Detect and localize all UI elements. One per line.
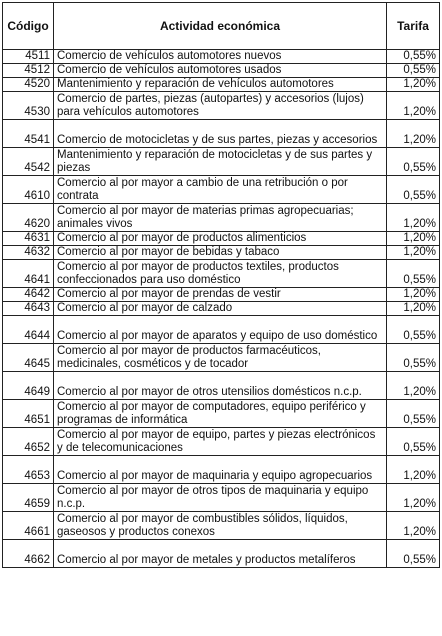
- row-activity: Comercio al por mayor de maquinaria y equipo agropecuarios: [54, 456, 387, 484]
- row-activity: Comercio al por mayor a cambio de una retribución o por contrata: [54, 176, 387, 204]
- table-row: [3, 344, 440, 372]
- row-activity: Comercio al por mayor de otros tipos de maquinaria y equipo n.c.p.: [54, 484, 387, 512]
- row-rate: 1,20%: [387, 232, 440, 246]
- row-activity: Comercio al por mayor de prendas de vestir: [54, 288, 387, 302]
- row-activity: Comercio al por mayor de computadores, equipo periférico y programas de informática: [54, 400, 387, 428]
- table-header-row: [3, 3, 440, 50]
- row-rate: 1,20%: [387, 456, 440, 484]
- row-rate: 0,55%: [387, 540, 440, 568]
- table-row: [3, 372, 440, 400]
- header-rate: Tarifa: [387, 3, 440, 50]
- row-activity: Comercio de motocicletas y de sus partes, piezas y accesorios: [54, 120, 387, 148]
- row-rate: 0,55%: [387, 176, 440, 204]
- table-row: [3, 316, 440, 344]
- row-rate: 0,55%: [387, 400, 440, 428]
- table-row: [3, 288, 440, 302]
- row-rate: 1,20%: [387, 372, 440, 400]
- row-code: 4645: [3, 344, 54, 372]
- table-row: [3, 540, 440, 568]
- row-rate: 0,55%: [387, 148, 440, 176]
- row-rate: 0,55%: [387, 260, 440, 288]
- row-code: 4659: [3, 484, 54, 512]
- row-rate: 1,20%: [387, 120, 440, 148]
- row-activity: Comercio de partes, piezas (autopartes) y accesorios (lujos) para vehículos automotores: [54, 92, 387, 120]
- row-rate: 1,20%: [387, 484, 440, 512]
- header-code: Código: [3, 3, 54, 50]
- row-code: 4642: [3, 288, 54, 302]
- row-code: 4541: [3, 120, 54, 148]
- table-row: [3, 456, 440, 484]
- row-code: 4520: [3, 78, 54, 92]
- row-code: 4512: [3, 64, 54, 78]
- row-activity: Comercio al por mayor de aparatos y equipo de uso doméstico: [54, 316, 387, 344]
- row-activity: Mantenimiento y reparación de vehículos automotores: [54, 78, 387, 92]
- table-row: [3, 120, 440, 148]
- row-rate: 0,55%: [387, 64, 440, 78]
- table-row: [3, 64, 440, 78]
- row-code: 4620: [3, 204, 54, 232]
- row-activity: Comercio al por mayor de combustibles sólidos, líquidos, gaseosos y productos conexos: [54, 512, 387, 540]
- row-code: 4653: [3, 456, 54, 484]
- row-rate: 1,20%: [387, 204, 440, 232]
- header-activity: Actividad económica: [54, 3, 387, 50]
- row-activity: Comercio al por mayor de productos textiles, productos confeccionados para uso doméstico: [54, 260, 387, 288]
- row-rate: 1,20%: [387, 288, 440, 302]
- row-rate: 1,20%: [387, 302, 440, 316]
- table-row: [3, 512, 440, 540]
- row-rate: 1,20%: [387, 92, 440, 120]
- row-rate: 0,55%: [387, 316, 440, 344]
- row-code: 4649: [3, 372, 54, 400]
- row-activity: Comercio al por mayor de productos alimenticios: [54, 232, 387, 246]
- row-activity: Comercio de vehículos automotores usados: [54, 64, 387, 78]
- row-activity: Comercio al por mayor de materias primas agropecuarias; animales vivos: [54, 204, 387, 232]
- row-activity: Comercio al por mayor de equipo, partes y piezas electrónicos y de telecomunicaciones: [54, 428, 387, 456]
- row-code: 4661: [3, 512, 54, 540]
- row-code: 4631: [3, 232, 54, 246]
- table-row: [3, 484, 440, 512]
- table-row: [3, 302, 440, 316]
- table-row: [3, 428, 440, 456]
- row-code: 4643: [3, 302, 54, 316]
- row-rate: 1,20%: [387, 512, 440, 540]
- row-rate: 1,20%: [387, 246, 440, 260]
- table-row: [3, 260, 440, 288]
- row-rate: 0,55%: [387, 428, 440, 456]
- row-rate: 0,55%: [387, 344, 440, 372]
- row-code: 4652: [3, 428, 54, 456]
- table-row: [3, 232, 440, 246]
- table-row: [3, 78, 440, 92]
- row-rate: 1,20%: [387, 78, 440, 92]
- table-row: [3, 400, 440, 428]
- table-row: [3, 50, 440, 64]
- table-row: [3, 176, 440, 204]
- row-code: 4610: [3, 176, 54, 204]
- row-code: 4662: [3, 540, 54, 568]
- row-code: 4651: [3, 400, 54, 428]
- row-code: 4542: [3, 148, 54, 176]
- row-code: 4644: [3, 316, 54, 344]
- row-activity: Comercio al por mayor de metales y productos metalíferos: [54, 540, 387, 568]
- row-code: 4641: [3, 260, 54, 288]
- table-row: [3, 204, 440, 232]
- table-row: [3, 92, 440, 120]
- row-activity: Comercio al por mayor de productos farmacéuticos, medicinales, cosméticos y de tocador: [54, 344, 387, 372]
- activity-rate-table: [2, 2, 440, 568]
- row-activity: Comercio de vehículos automotores nuevos: [54, 50, 387, 64]
- row-rate: 0,55%: [387, 50, 440, 64]
- row-activity: Comercio al por mayor de calzado: [54, 302, 387, 316]
- table-row: [3, 246, 440, 260]
- row-code: 4632: [3, 246, 54, 260]
- row-activity: Comercio al por mayor de otros utensilios domésticos n.c.p.: [54, 372, 387, 400]
- row-code: 4511: [3, 50, 54, 64]
- row-activity: Comercio al por mayor de bebidas y tabaco: [54, 246, 387, 260]
- row-code: 4530: [3, 92, 54, 120]
- row-activity: Mantenimiento y reparación de motocicletas y de sus partes y piezas: [54, 148, 387, 176]
- table-row: [3, 148, 440, 176]
